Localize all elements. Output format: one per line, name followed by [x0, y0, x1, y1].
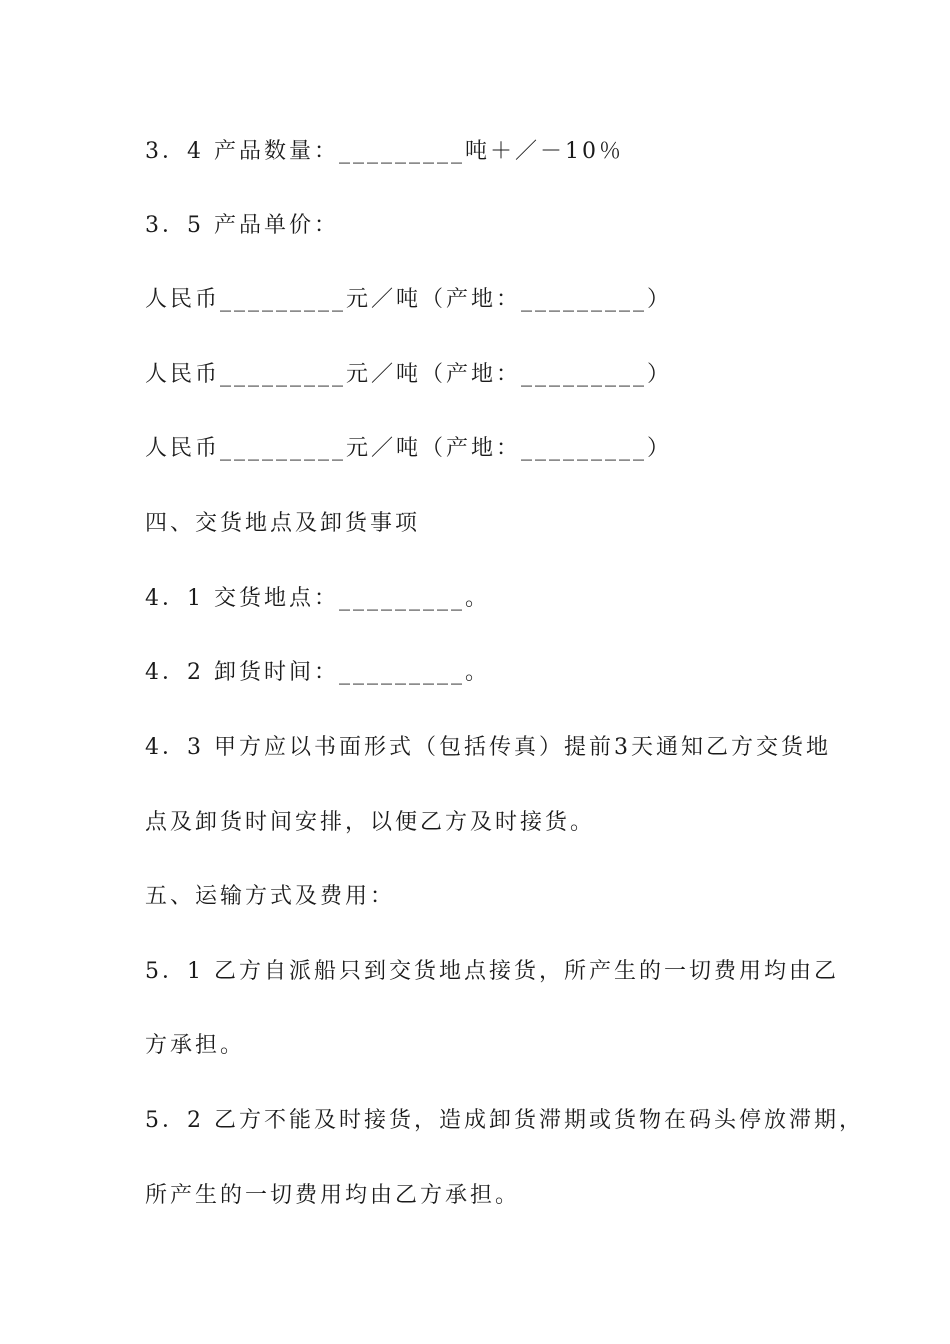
clause-3-4-quantity: 3．4 产品数量：_________吨＋／－10％ — [145, 139, 624, 164]
section-5-heading: 五、运输方式及费用： — [145, 884, 396, 909]
section-4-heading: 四、交货地点及卸货事项 — [145, 511, 421, 536]
clause-5-1-line-1: 5．1 乙方自派船只到交货地点接货，所产生的一切费用均由乙 — [145, 959, 839, 984]
price-line-2: 人民币_________元／吨（产地：_________） — [145, 362, 673, 387]
clause-5-1-line-2: 方承担。 — [145, 1033, 246, 1058]
clause-3-5-unit-price: 3．5 产品单价： — [145, 213, 339, 238]
price-line-3: 人民币_________元／吨（产地：_________） — [145, 436, 673, 461]
clause-4-3-line-1: 4．3 甲方应以书面形式（包括传真）提前3天通知乙方交货地 — [145, 735, 831, 760]
clause-5-2-line-2: 所产生的一切费用均由乙方承担。 — [145, 1183, 521, 1208]
clause-5-2-line-1: 5．2 乙方不能及时接货，造成卸货滞期或货物在码头停放滞期， — [145, 1108, 864, 1133]
clause-4-2-unloading-time: 4．2 卸货时间：_________。 — [145, 660, 490, 685]
clause-4-1-delivery-place: 4．1 交货地点：_________。 — [145, 586, 490, 611]
clause-4-3-line-2: 点及卸货时间安排，以便乙方及时接货。 — [145, 810, 596, 835]
price-line-1: 人民币_________元／吨（产地：_________） — [145, 287, 673, 312]
